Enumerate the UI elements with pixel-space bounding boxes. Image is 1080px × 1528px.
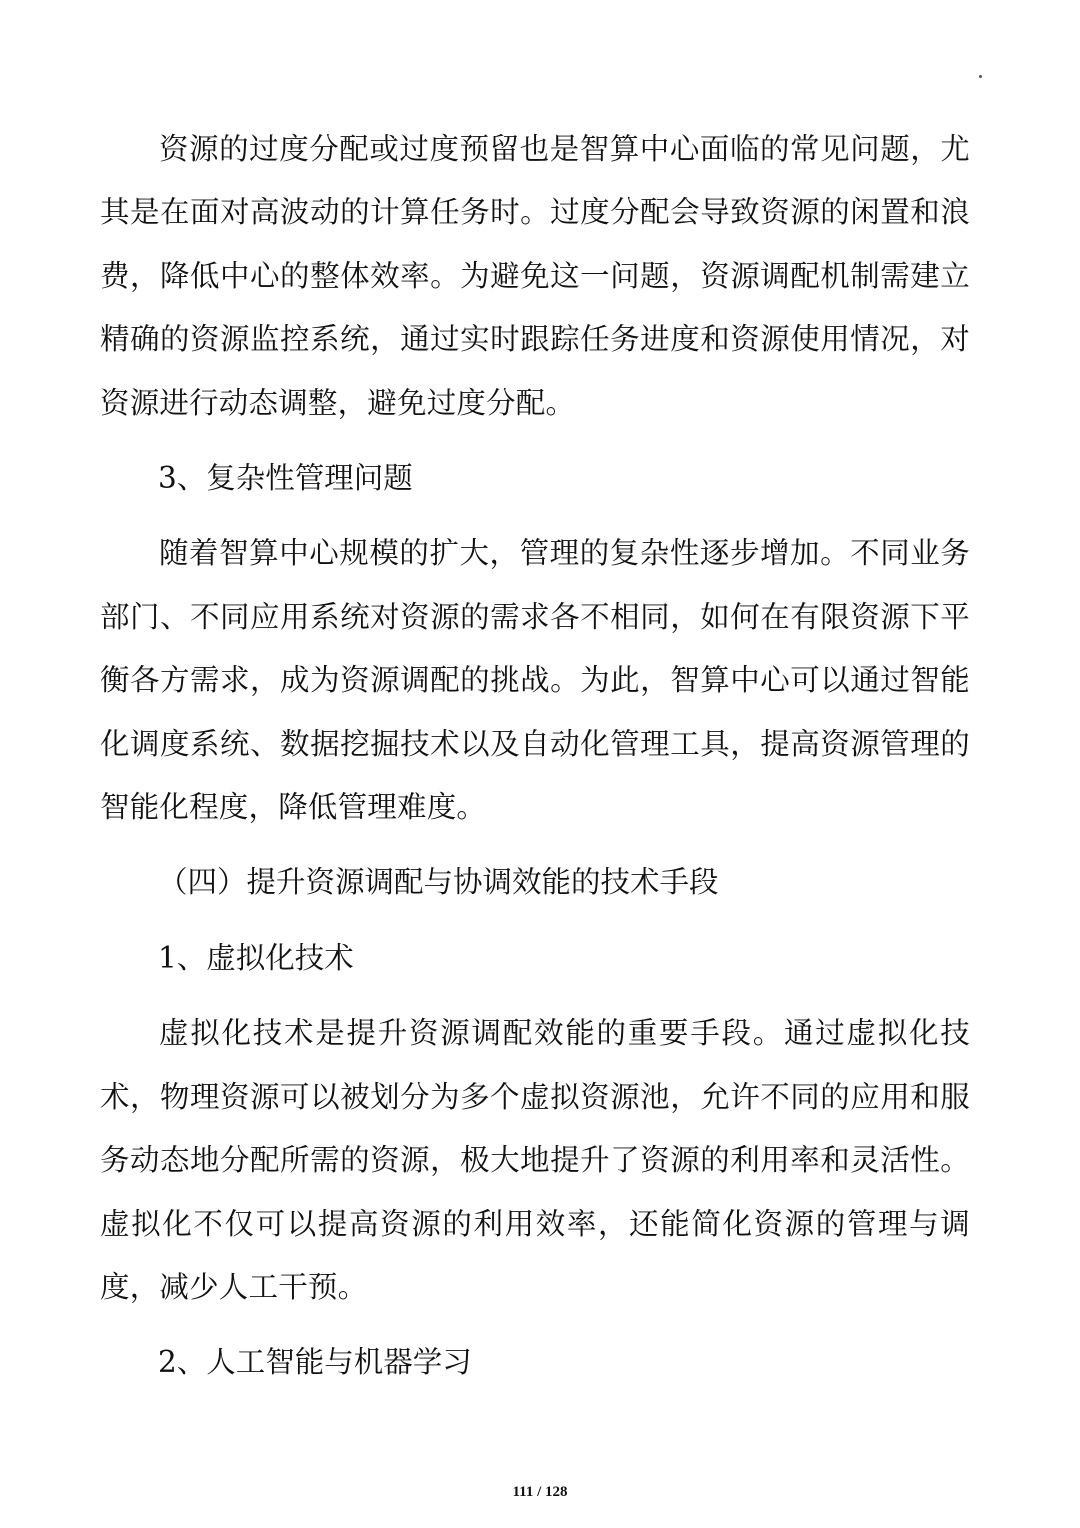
page-number: 111 / 128 (512, 1484, 568, 1500)
paragraph-complexity: 随着智算中心规模的扩大，管理的复杂性逐步增加。不同业务部门、不同应用系统对资源的需求各不相同，如何在有限资源下平衡各方需求，成为资源调配的挑战。为此，智算中心可以通过智能化调度系统、数据挖掘技术以及自动化管理工具，提高资源管理的智能化程度，降低管理难度。 (100, 536, 970, 825)
corner-dot (979, 75, 982, 78)
document-body (100, 118, 970, 1395)
section-heading-technical-means: （四）提升资源调配与协调效能的技术手段 (158, 865, 719, 900)
heading-complexity-management: 3、复杂性管理问题 (158, 461, 413, 496)
heading-virtualization: 1、虚拟化技术 (158, 940, 354, 975)
paragraph-over-allocation: 资源的过度分配或过度预留也是智算中心面临的常见问题，尤其是在面对高波动的计算任务时。过度分配会导致资源的闲置和浪费，降低中心的整体效率。为避免这一问题，资源调配机制需建立精确的资源监控系统，通过实时跟踪任务进度和资源使用情况，对资源进行动态调整，避免过度分配。 (100, 132, 970, 420)
heading-ai-ml: 2、人工智能与机器学习 (158, 1345, 472, 1380)
paragraph-virtualization: 虚拟化技术是提升资源调配效能的重要手段。通过虚拟化技术，物理资源可以被划分为多个虚拟资源池，允许不同的应用和服务动态地分配所需的资源，极大地提升了资源的利用率和灵活性。虚拟化不仅可以提高资源的利用效率，还能简化资源的管理与调度，减少人工干预。 (100, 1016, 970, 1304)
